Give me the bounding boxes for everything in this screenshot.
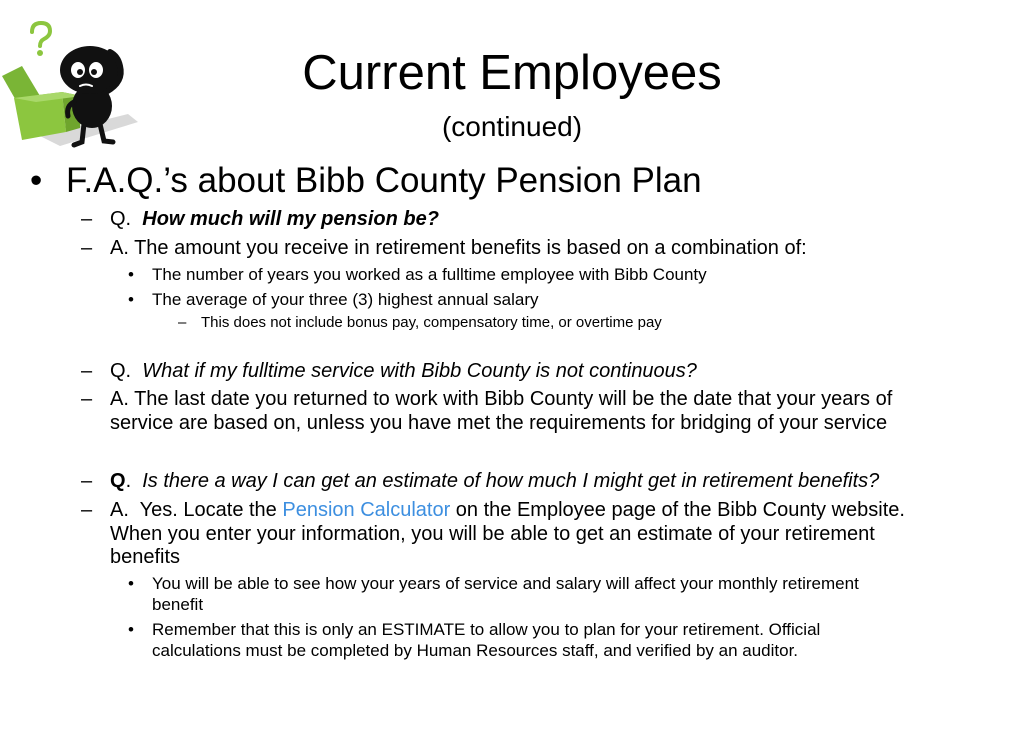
answer-3-point-1-line-1: You will be able to see how your years of service and salary will affect your monthly retirement [152,574,859,593]
answer-text: on the Employee page of the Bibb County website. [450,499,905,521]
dash-bullet: – [81,208,93,230]
faq-question-3 [110,469,879,493]
answer-text: A. Yes. Locate the [110,499,283,521]
faq-question-2 [110,359,697,383]
answer-3-point-1-line-2: benefit [152,595,204,614]
dash-bullet: – [81,237,93,259]
dot-bullet: • [128,574,134,593]
answer-1-point-2: The average of your three (3) highest annual salary [152,290,539,309]
dot-bullet: • [128,620,134,639]
answer-1-note: This does not include bonus pay, compensatory time, or overtime pay [201,314,662,331]
answer-3-point-2-line-2: calculations must be completed by Human Resources staff, and verified by an auditor. [152,641,799,660]
faq-answer-3-line-1 [110,498,905,522]
dot-bullet: • [128,265,134,284]
question-text: How much will my pension be? [142,208,439,230]
question-period: . [125,470,132,492]
slide-subtitle: (continued) [441,111,583,142]
dash-bullet: – [81,360,93,382]
question-text: Is there a way I can get an estimate of how much I might get in retirement benefits? [142,470,880,492]
answer-1-point-1: The number of years you worked as a fulltime employee with Bibb County [152,265,707,284]
faq-question-1 [110,207,439,231]
faq-answer-3-line-2: When you enter your information, you will be able to get an estimate of your retirement [110,523,875,545]
dash-bullet: – [178,314,187,331]
dot-bullet: • [128,290,134,309]
faq-heading: F.A.Q.’s about Bibb County Pension Plan [66,161,702,200]
question-text: What if my fulltime service with Bibb County is not continuous? [142,360,697,382]
dash-bullet: – [81,470,93,492]
pension-calculator-link[interactable]: Pension Calculator [282,499,451,521]
dash-bullet: – [81,388,93,410]
slide-title: Current Employees [302,46,722,100]
faq-answer-1: A. The amount you receive in retirement benefits is based on a combination of: [110,237,807,259]
question-prefix: Q. [110,208,132,230]
dash-bullet: – [81,499,93,521]
question-prefix: Q. [110,360,132,382]
heading-bullet: • [30,161,43,200]
faq-answer-2-line-2: service are based on, unless you have met the requirements for bridging of your service [110,412,888,434]
question-prefix: Q [110,470,126,492]
faq-answer-3-line-3: benefits [110,546,181,568]
answer-3-point-2-line-1: Remember that this is only an ESTIMATE to allow you to plan for your retirement. Official [152,620,821,639]
faq-answer-2-line-1: A. The last date you returned to work with Bibb County will be the date that your years of [110,388,893,410]
